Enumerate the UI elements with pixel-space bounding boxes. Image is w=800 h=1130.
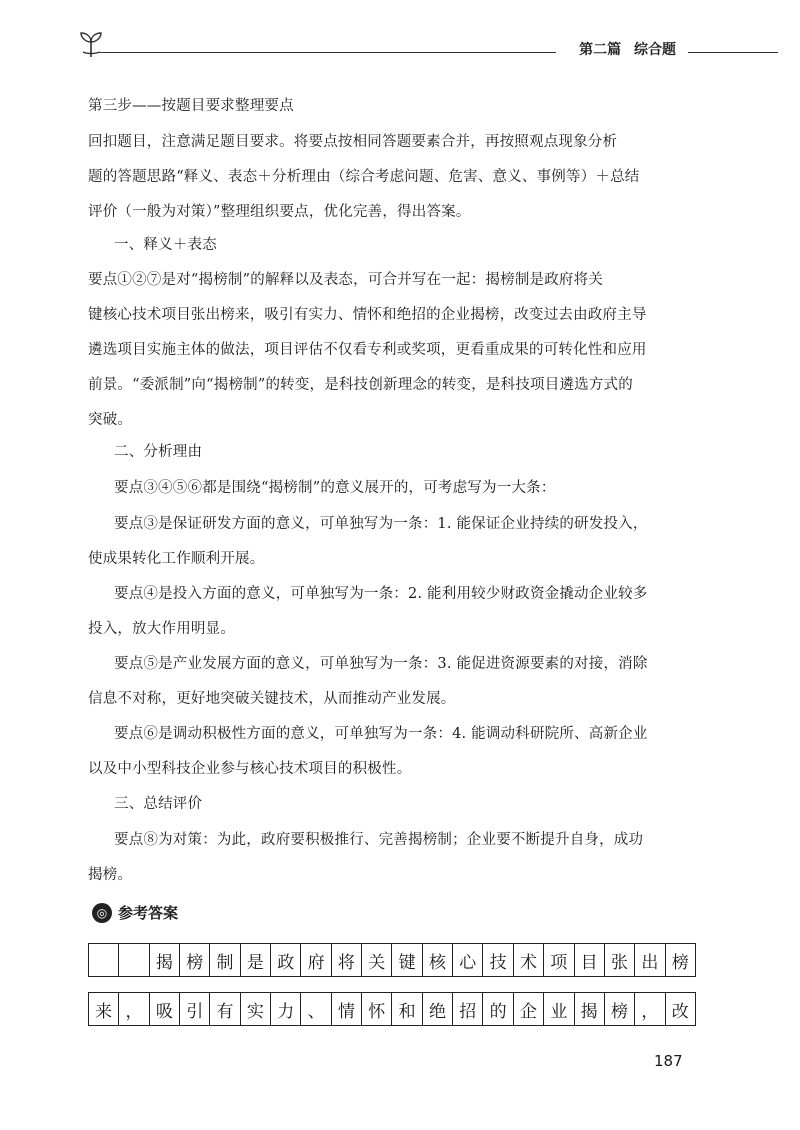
- answer-grid-cell: 揭: [575, 993, 605, 1025]
- answer-grid-cell: 榜: [671, 952, 689, 973]
- header-rule-right: [688, 52, 778, 53]
- answer-grid-row-1: [88, 943, 696, 977]
- answer-grid-cell: 制: [210, 944, 240, 976]
- answer-grid-cell: 业: [544, 993, 574, 1025]
- answer-grid-cell: [119, 944, 149, 976]
- header-rule-left: [100, 52, 556, 53]
- paragraph-7: 要点⑧为对策：为此，政府要积极推行、完善揭榜制；企业要不断提升自身，成功 揭榜。: [88, 832, 644, 883]
- answer-grid-cell: 目: [575, 944, 605, 976]
- step-title: 第三步——按题目要求整理要点: [88, 98, 294, 114]
- answer-grid-row-2: [88, 992, 696, 1026]
- answer-grid-cell: 的: [483, 993, 513, 1025]
- answer-grid-cell: 引: [180, 993, 210, 1025]
- heading-2: 二、分析理由: [114, 444, 203, 460]
- answer-grid-cell: 心: [453, 944, 483, 976]
- answer-grid-cell: 、: [301, 993, 331, 1025]
- sprout-icon: [78, 30, 104, 58]
- heading-1: 一、释义＋表态: [114, 237, 217, 253]
- running-head-section: 综合题: [634, 42, 676, 58]
- paragraph-5: 要点⑤是产业发展方面的意义，可单独写为一条：3. 能促进资源要素的对接，消除 信息不对称，更好地突破关键技术，从而推动产业发展。: [88, 656, 648, 707]
- answer-grid-cell: 企: [514, 993, 544, 1025]
- answer-grid-cell: 怀: [362, 993, 392, 1025]
- answer-grid-cell: ，: [635, 993, 665, 1025]
- answer-grid-cell: 项: [544, 944, 574, 976]
- paragraph-2: 要点③④⑤⑥都是围绕“揭榜制”的意义展开的，可考虑写为一大条：: [114, 480, 556, 496]
- answer-title: [92, 902, 178, 923]
- answer-badge-icon: ◎: [92, 903, 112, 923]
- answer-grid-cell: ，: [119, 993, 149, 1025]
- answer-grid-cell: 府: [301, 944, 331, 976]
- answer-grid-cell: 出: [635, 944, 665, 976]
- paragraph-1: 要点①②⑦是对“揭榜制”的解释以及表态，可合并写在一起：揭榜制是政府将关 键核心技术项目张出榜来，吸引有实力、情怀和绝招的企业揭榜，改变过去由政府主导 遴选项目实施主体的做法，项目评估不仅看专利或奖项，更看重成果的可转化性和应用 前景。“委派制”向“揭榜制”的转变，是科技创新理念的转变，是科技项目遴选方式的 突破。: [88, 272, 647, 428]
- answer-grid-cell: 实: [241, 993, 271, 1025]
- answer-grid-cell: 是: [241, 944, 271, 976]
- running-head-part: 第二篇: [579, 42, 622, 58]
- answer-grid-cell: 榜: [605, 993, 635, 1025]
- answer-grid-cell: 核: [423, 944, 453, 976]
- paragraph-6: 要点⑥是调动积极性方面的意义，可单独写为一条：4. 能调动科研院所、高新企业 以及中小型科技企业参与核心技术项目的积极性。: [88, 726, 648, 777]
- answer-grid-cell: 改: [671, 1001, 689, 1022]
- answer-grid-cell: 和: [392, 993, 422, 1025]
- answer-grid-cell: 情: [332, 993, 362, 1025]
- paragraph-3: 要点③是保证研发方面的意义，可单独写为一条：1. 能保证企业持续的研发投入， 使成果转化工作顺利开展。: [88, 516, 648, 567]
- page-number: 187: [654, 1052, 683, 1070]
- intro-paragraph: 回扣题目，注意满足题目要求。将要点按相同答题要素合并，再按照观点现象分析 题的答题思路“释义、表态＋分析理由（综合考虑问题、危害、意义、事例等）＋总结 评价（一般为对策）”整理组织要点，优化完善，得出答案。: [88, 134, 640, 220]
- heading-3: 三、总结评价: [114, 796, 203, 812]
- answer-grid-cell: 绝: [423, 993, 453, 1025]
- answer-grid-cell: [89, 944, 119, 976]
- answer-grid-cell: 力: [271, 993, 301, 1025]
- answer-grid-cell: 术: [514, 944, 544, 976]
- answer-grid-cell: 榜: [180, 944, 210, 976]
- answer-grid-cell: 有: [210, 993, 240, 1025]
- answer-grid-cell: 揭: [150, 944, 180, 976]
- answer-grid-cell: 政: [271, 944, 301, 976]
- running-head: [575, 39, 680, 59]
- answer-grid-cell: 招: [453, 993, 483, 1025]
- answer-grid-cell: 吸: [150, 993, 180, 1025]
- answer-grid-cell: 将: [332, 944, 362, 976]
- answer-grid-cell: 键: [392, 944, 422, 976]
- answer-grid-cell: 张: [605, 944, 635, 976]
- answer-grid-cell: 技: [483, 944, 513, 976]
- page-header: [78, 30, 778, 66]
- answer-grid-cell: 来: [89, 993, 119, 1025]
- answer-grid-cell: 关: [362, 944, 392, 976]
- paragraph-4: 要点④是投入方面的意义，可单独写为一条：2. 能利用较少财政资金撬动企业较多 投入，放大作用明显。: [88, 586, 648, 637]
- answer-title-text: 参考答案: [118, 904, 179, 922]
